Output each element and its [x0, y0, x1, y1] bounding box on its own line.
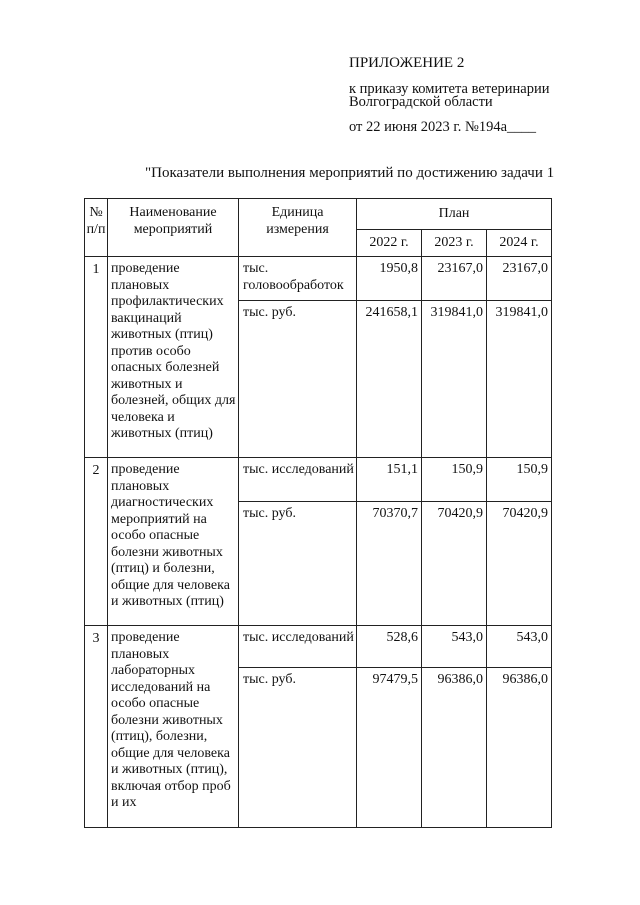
value-2024: 70420,9	[487, 502, 552, 626]
header-year-2023: 2023 г.	[422, 230, 487, 257]
table-caption: "Показатели выполнения мероприятий по достижению задачи 1	[145, 165, 555, 181]
order-date-number: от 22 июня 2023 г. №194а____	[349, 119, 536, 135]
table-row	[85, 626, 552, 668]
value-2023: 319841,0	[422, 301, 487, 458]
value-2024: 543,0	[487, 626, 552, 668]
value-2024: 319841,0	[487, 301, 552, 458]
value-2024: 150,9	[487, 458, 552, 502]
row-number: 3	[85, 626, 108, 828]
appendix-title: ПРИЛОЖЕНИЕ 2	[349, 55, 465, 71]
order-line-1: к приказу комитета ветеринарии	[349, 81, 550, 97]
value-2024: 96386,0	[487, 668, 552, 828]
value-2022: 97479,5	[357, 668, 422, 828]
value-2022: 528,6	[357, 626, 422, 668]
unit-cell: тыс. руб.	[239, 502, 357, 626]
activity-name: проведение плановых диагностических мероприятий на особо опасные болезни животных (птиц) и болезни, общие для человека и животных (птиц)	[108, 458, 239, 626]
header-plan: План	[357, 199, 552, 230]
value-2023: 70420,9	[422, 502, 487, 626]
order-line-2: Волгоградской области	[349, 94, 493, 110]
value-2023: 96386,0	[422, 668, 487, 828]
table-row	[85, 458, 552, 502]
header-year-2024: 2024 г.	[487, 230, 552, 257]
value-2023: 150,9	[422, 458, 487, 502]
value-2024: 23167,0	[487, 257, 552, 301]
header-year-2022: 2022 г.	[357, 230, 422, 257]
value-2022: 151,1	[357, 458, 422, 502]
header-name: Наименование мероприятий	[108, 199, 239, 257]
indicators-table	[84, 198, 552, 828]
row-number: 2	[85, 458, 108, 626]
unit-cell: тыс. исследований	[239, 626, 357, 668]
unit-cell: тыс. руб.	[239, 301, 357, 458]
value-2023: 23167,0	[422, 257, 487, 301]
value-2022: 241658,1	[357, 301, 422, 458]
value-2023: 543,0	[422, 626, 487, 668]
unit-cell: тыс. руб.	[239, 668, 357, 828]
value-2022: 70370,7	[357, 502, 422, 626]
activity-name: проведение плановых профилактических вакцинаций животных (птиц) против особо опасных болезней животных и болезней, общих для человека и животных (птиц)	[108, 257, 239, 458]
unit-cell: тыс. головообработок	[239, 257, 357, 301]
row-number: 1	[85, 257, 108, 458]
table-row	[85, 257, 552, 301]
unit-cell: тыс. исследований	[239, 458, 357, 502]
header-unit: Единица измерения	[239, 199, 357, 257]
activity-name: проведение плановых лабораторных исследований на особо опасные болезни животных (птиц), болезни, общие для человека и животных (птиц), включая отбор проб и их	[108, 626, 239, 828]
value-2022: 1950,8	[357, 257, 422, 301]
header-num: № п/п	[85, 199, 108, 257]
